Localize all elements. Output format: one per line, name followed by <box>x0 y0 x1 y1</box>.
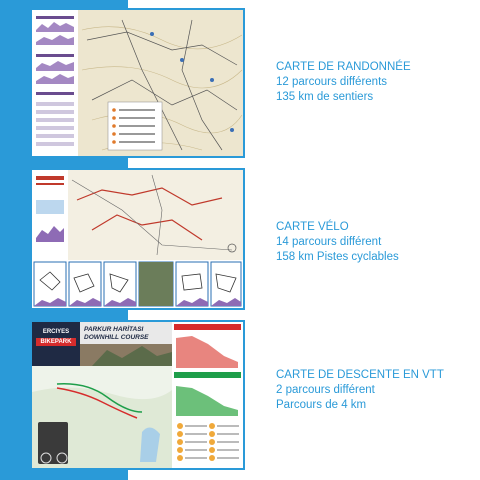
downhill-map-heading <box>84 326 170 342</box>
logo-brand-top: ERCIYES <box>42 329 70 335</box>
hiking-distance: 135 km de sentiers <box>276 91 374 103</box>
hiking-caption <box>276 60 476 105</box>
hiking-routes: 12 parcours différents <box>276 76 388 88</box>
cycling-distance: 158 km Pistes cyclables <box>276 251 399 263</box>
downhill-title: CARTE DE DESCENTE EN VTT <box>276 369 444 381</box>
downhill-distance: Parcours de 4 km <box>276 399 367 411</box>
heading-line-2: DOWNHILL COURSE <box>84 334 149 341</box>
hiking-title: CARTE DE RANDONNÉE <box>276 61 411 73</box>
downhill-routes: 2 parcours différent <box>276 384 375 396</box>
logo-brand-bottom: BIKEPARK <box>36 338 76 346</box>
downhill-map-image <box>30 320 245 470</box>
bikepark-logo <box>36 328 76 346</box>
cycling-routes: 14 parcours différent <box>276 236 382 248</box>
bike-map-image <box>30 168 245 310</box>
cycling-title: CARTE VÉLO <box>276 221 349 233</box>
hiking-map-image <box>30 8 245 158</box>
downhill-caption <box>276 368 476 413</box>
heading-line-1: PARKUR HARİTASI <box>84 326 144 333</box>
cycling-caption <box>276 220 476 265</box>
